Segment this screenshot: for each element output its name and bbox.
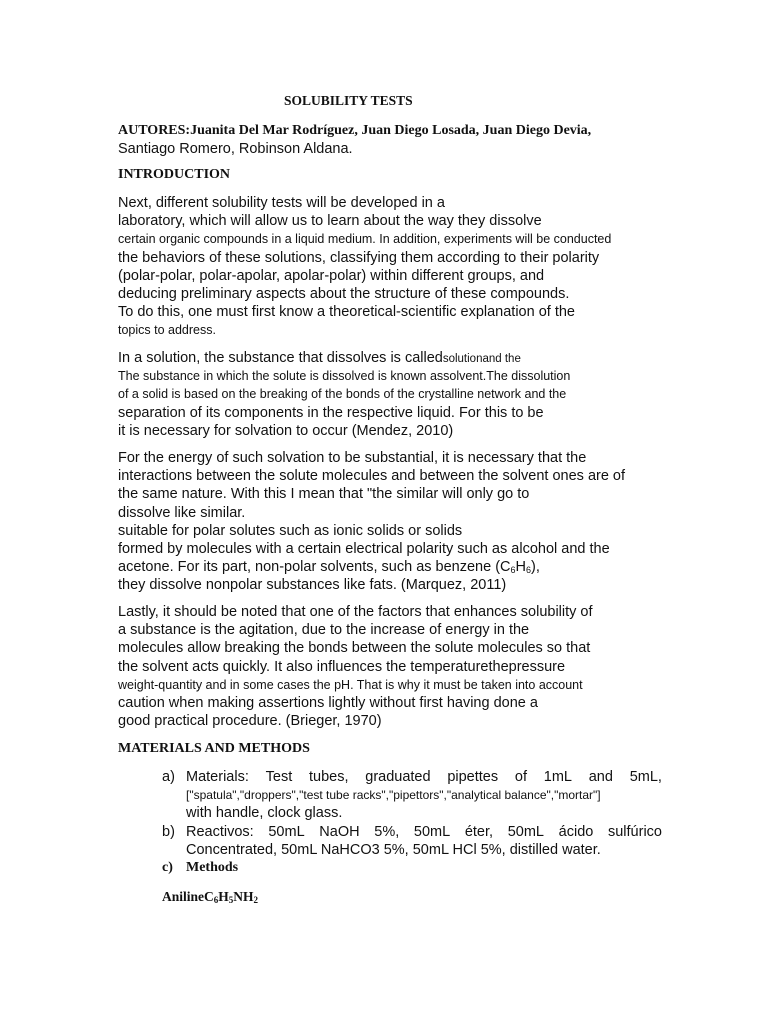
subscript: 6: [213, 895, 219, 905]
text-span-small: solutionand the: [442, 353, 521, 365]
text-line: good practical procedure. (Brieger, 1970): [118, 713, 382, 730]
text-line: suitable for polar solutes such as ionic solids or solids: [118, 522, 463, 539]
subscript: 6: [510, 565, 516, 576]
formula-part: NH: [233, 889, 254, 904]
document-title: SOLUBILITY TESTS: [284, 93, 413, 108]
text-span: ),: [531, 559, 540, 576]
text-line: weight-quantity and in some cases the pH. That is why it must be taken into account: [118, 677, 583, 692]
list-item-reagents: [162, 823, 662, 859]
text-line: (polar-polar, polar-apolar, apolar-polar) within different groups, and: [118, 267, 545, 284]
text-line: For the energy of such solvation to be substantial, it is necessary that the: [118, 450, 587, 466]
text-line: molecules allow breaking the bonds between the solute molecules so that: [118, 640, 591, 657]
word: Materials:: [186, 769, 249, 785]
word: and: [588, 769, 613, 785]
text-line: they dissolve nonpolar substances like fats. (Marquez, 2011): [118, 577, 507, 594]
word: Reactivos:: [186, 823, 254, 840]
authors-label: AUTORES:: [118, 123, 191, 138]
list-marker: c): [162, 860, 173, 876]
materials-heading: MATERIALS AND METHODS: [118, 741, 310, 756]
text-line: interactions between the solute molecules and between the solvent ones are of: [118, 468, 626, 485]
text-line: formed by molecules with a certain electrical polarity such as alcohol and the: [118, 540, 610, 557]
authors-line-1: [118, 121, 678, 140]
formula-part: H: [218, 889, 229, 904]
word: graduated: [365, 769, 431, 785]
intro-paragraph-1: [118, 194, 678, 340]
list-item-materials: [162, 768, 662, 823]
text-line: of a solid is based on the breaking of the bonds of the crystalline network and the: [118, 387, 567, 402]
word: 50mL: [268, 823, 305, 840]
text-line: To do this, one must first know a theoretical-scientific explanation of the: [118, 304, 575, 321]
methods-label: Methods: [186, 860, 239, 876]
subscript: 6: [526, 565, 532, 576]
introduction-heading: INTRODUCTION: [118, 167, 231, 182]
aniline-formula: [162, 889, 258, 905]
word: éter,: [464, 823, 494, 840]
text-line: Next, different solubility tests will be developed in a: [118, 195, 445, 211]
authors-block: [118, 121, 678, 159]
word: of: [514, 769, 527, 785]
authors-plain-names: Santiago Romero, Robinson Aldana.: [118, 141, 353, 157]
intro-paragraph-2: [118, 349, 678, 440]
word: tubes,: [308, 769, 349, 785]
text-line: certain organic compounds in a liquid medium. In addition, experiments will be conducted: [118, 232, 612, 247]
justified-line: [186, 823, 662, 841]
text-line: dissolve like similar.: [118, 504, 246, 521]
materials-list: [162, 768, 662, 877]
text-line: The substance in which the solute is dissolved is known assolvent.The dissolution: [118, 369, 571, 384]
text-line: topics to address.: [118, 323, 216, 338]
subscript: 5: [228, 895, 234, 905]
text-line: Lastly, it should be noted that one of the factors that enhances solubility of: [118, 604, 593, 620]
text-line: laboratory, which will allow us to learn about the way they dissolve: [118, 213, 542, 230]
list-marker: a): [162, 769, 175, 785]
word: Test: [265, 769, 293, 785]
list-marker: b): [162, 823, 175, 840]
text-line: deducing preliminary aspects about the structure of these compounds.: [118, 285, 570, 302]
text-line: a substance is the agitation, due to the increase of energy in the: [118, 622, 530, 639]
compound-name: Aniline: [162, 889, 205, 904]
intro-paragraph-3: [118, 449, 678, 595]
text-span: acetone. For its part, non-polar solvents, such as benzene (C: [118, 559, 511, 576]
word: 5%,: [374, 823, 400, 840]
word: NaOH: [319, 823, 360, 840]
authors-bold-names: Juanita Del Mar Rodríguez, Juan Diego Losada, Juan Diego Devia,: [190, 123, 592, 138]
text-span: In a solution, the substance that dissolves is called: [118, 350, 443, 366]
formula-part: C: [204, 889, 214, 904]
word: sulfúrico: [607, 823, 662, 840]
justified-line: [186, 768, 662, 786]
text-line: the solvent acts quickly. It also influences the temperaturethepressure: [118, 658, 566, 675]
word: 5mL,: [629, 769, 662, 785]
materials-line-3: with handle, clock glass.: [186, 805, 343, 822]
text-line: [118, 349, 678, 367]
text-line: caution when making assertions lightly without first having done a: [118, 694, 538, 711]
text-line: the same nature. With this I mean that "the similar will only go to: [118, 486, 530, 503]
subscript: 2: [253, 895, 259, 905]
materials-list-line: ["spatula","droppers","test tube racks","pipettors","analytical balance","mortar"]: [186, 788, 601, 803]
text-line: separation of its components in the respective liquid. For this to be: [118, 404, 544, 421]
text-line: it is necessary for solvation to occur (Mendez, 2010): [118, 422, 454, 439]
word: 50mL: [507, 823, 544, 840]
word: 1mL: [543, 769, 572, 785]
list-item-methods: [162, 859, 662, 877]
word: pipettes: [447, 769, 499, 785]
reagents-line-2: Concentrated, 50mL NaHCO3 5%, 50mL HCl 5%, distilled water.: [186, 841, 601, 858]
text-span: H: [515, 559, 527, 576]
intro-paragraph-4: [118, 603, 678, 730]
word: 50mL: [413, 823, 451, 840]
word: ácido: [558, 823, 594, 840]
text-line: the behaviors of these solutions, classifying them according to their polarity: [118, 249, 600, 266]
text-line: [118, 558, 678, 576]
